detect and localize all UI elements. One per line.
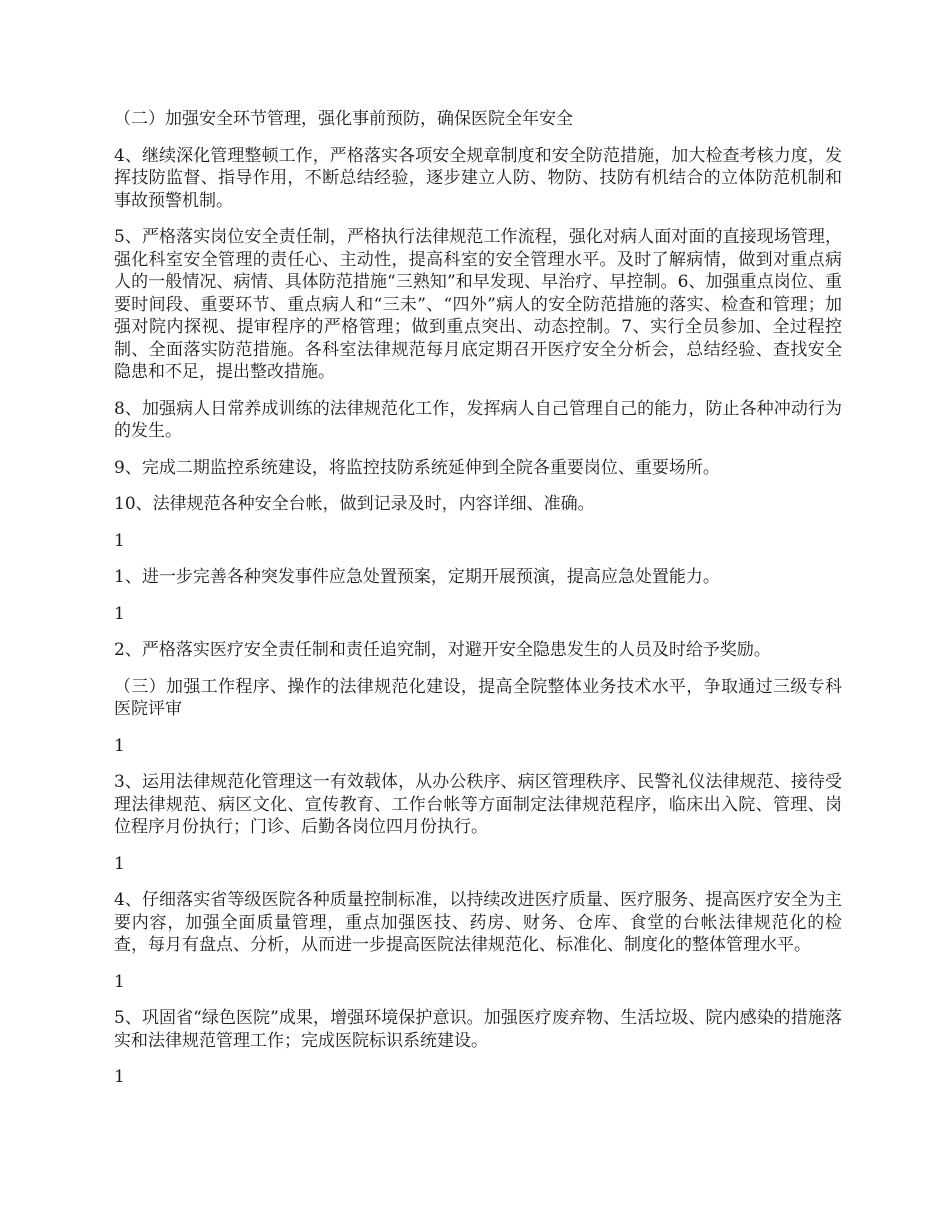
paragraph-marker: 1 bbox=[114, 603, 125, 624]
paragraph-marker: 1 bbox=[114, 853, 125, 874]
paragraph-item-2: 2、严格落实医疗安全责任制和责任追究制，对避开安全隐患发生的人员及时给予奖励。 bbox=[114, 640, 771, 660]
paragraph-item-10: 10、法律规范各种安全台帐，做到记录及时，内容详细、准确。 bbox=[114, 494, 595, 514]
paragraph-marker: 1 bbox=[114, 530, 125, 551]
paragraph-item-5b: 5、巩固省“绿色医院”成果，增强环境保护意识。加强医疗废弃物、生活垃圾、院内感染的措施落实和法律规范管理工作；完成医院标识系统建设。 bbox=[114, 1008, 842, 1051]
paragraph-item-9: 9、完成二期监控系统建设，将监控技防系统延伸到全院各重要岗位、重要场所。 bbox=[114, 457, 720, 478]
paragraph-item-4: 4、继续深化管理整顿工作，严格落实各项安全规章制度和安全防范措施，加大检查考核力度，发挥技防监督、指导作用，不断总结经验，逐步建立人防、物防、技防有机结合的立体防范机制和事故预警机制。 bbox=[114, 145, 842, 211]
paragraph-marker: 1 bbox=[114, 735, 125, 756]
paragraph-marker: 1 bbox=[114, 971, 125, 992]
paragraph-item-4b: 4、仔细落实省等级医院各种质量控制标准，以持续改进医疗质量、医疗服务、提高医疗安全为主要内容，加强全面质量管理，重点加强医技、药房、财务、仓库、食堂的台帐法律规范化的检查，每月有盘点、分析，从而进一步提高医院法律规范化、标准化、制度化的整体管理水平。 bbox=[114, 890, 842, 955]
paragraph-item-3: 3、运用法律规范化管理这一有效载体，从办公秩序、病区管理秩序、民警礼仪法律规范、接待受理法律规范、病区文化、宣传教育、工作台帐等方面制定法律规范程序，临床出入院、管理、岗位程序月份执行；门诊、后勤各岗位四月份执行。 bbox=[114, 772, 842, 837]
section-heading-2: （二）加强安全环节管理，强化事前预防，确保医院全年安全 bbox=[114, 109, 573, 129]
paragraph-item-1: 1、进一步完善各种突发事件应急处置预案，定期开展预演，提高应急处置能力。 bbox=[114, 567, 720, 587]
paragraph-marker: 1 bbox=[114, 1067, 125, 1087]
paragraph-item-5-7: 5、严格落实岗位安全责任制，严格执行法律规范工作流程，强化对病人面对面的直接现场管理，强化科室安全管理的责任心、主动性，提高科室的安全管理水平。及时了解病情，做到对重点病人的一般情况、病情、具体防范措施“三熟知”和早发现、早治疗、早控制。6、加强重点岗位、重要时间段、重要环节、重点病人和“三未”、“四外”病人的安全防范措施的落实、检查和管理；加强对院内探视、提审程序的严格管理；做到重点突出、动态控制。7、实行全员参加、全过程控制、全面落实防范措施。各科室法律规范每月底定期召开医疗安全分析会，总结经验、查找安全隐患和不足，提出整改措施。 bbox=[114, 227, 842, 382]
section-heading-3: （三）加强工作程序、操作的法律规范化建设，提高全院整体业务技术水平，争取通过三级专科医院评审 bbox=[114, 676, 842, 719]
document-page bbox=[114, 108, 842, 1103]
paragraph-item-8: 8、加强病人日常养成训练的法律规范化工作，发挥病人自己管理自己的能力，防止各种冲动行为的发生。 bbox=[114, 398, 842, 441]
